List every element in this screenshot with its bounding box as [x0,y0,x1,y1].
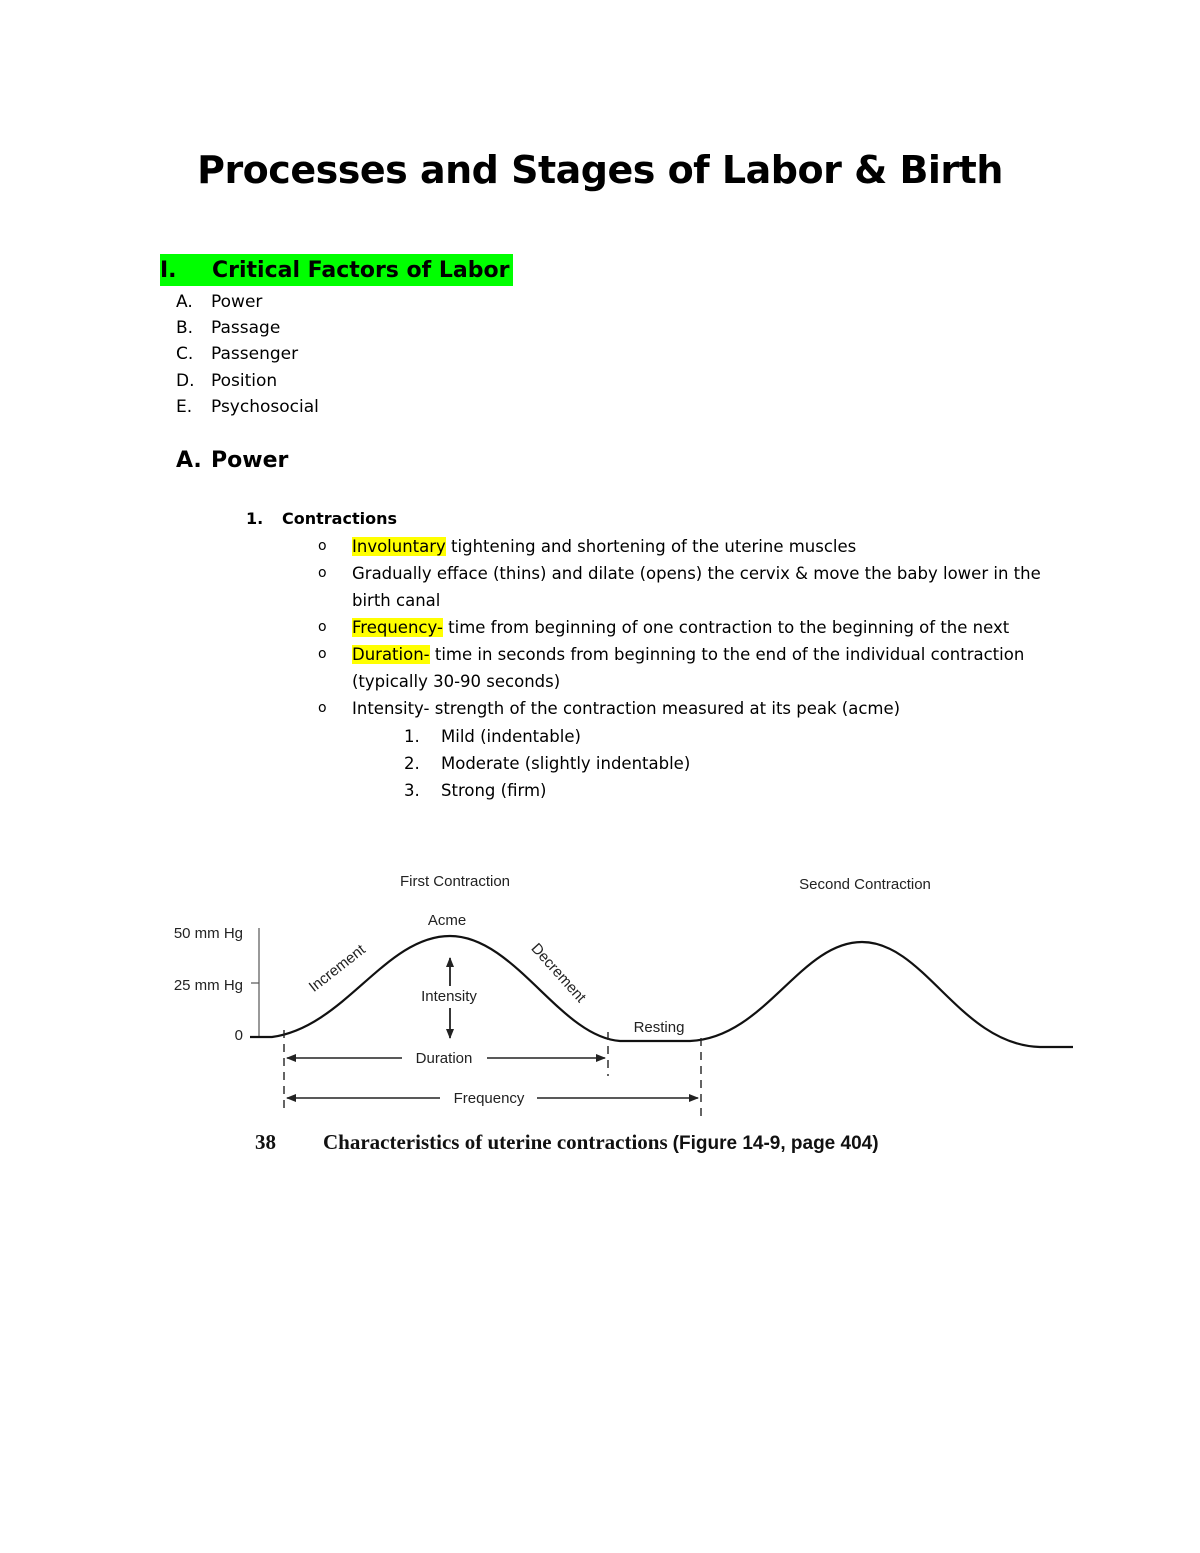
list-item-label: Position [211,370,278,391]
level-label: Moderate (slightly indentable) [441,754,691,773]
decrement-label: Decrement [527,940,590,1006]
section-numeral: I. [160,257,177,283]
page-title: Processes and Stages of Labor & Birth [197,148,1003,192]
list-item [404,777,690,804]
power-heading-text: Power [211,448,289,473]
list-item-label: Psychosocial [211,396,319,417]
figure-caption-number: 38 [255,1130,276,1154]
first-contraction-label: First Contraction [399,873,511,890]
list-item [404,750,690,777]
bullet-glyph: o [318,565,327,581]
level-label: Strong (firm) [441,781,547,800]
bullet-text: time from beginning of one contraction to the beginning of the next [442,618,1010,637]
intensity-label: Intensity [421,988,477,1005]
list-item [404,723,690,750]
list-item [176,394,319,420]
bullet-item [318,560,1058,614]
bullet-glyph: o [318,538,327,554]
bullet-item [318,533,1058,560]
list-item [176,315,319,341]
list-item-letter: A. [176,292,193,313]
level-number: 2. [404,754,420,773]
increment-label: Increment [305,941,369,996]
second-contraction-label: Second Contraction [799,876,931,893]
contractions-bullet-list [318,533,1058,722]
frequency-label: Frequency [453,1090,525,1107]
bullet-text: tightening and shortening of the uterine muscles [445,537,857,556]
contractions-heading [246,509,397,528]
highlighted-term: Involuntary [352,537,446,556]
y-tick-label: 25 mm Hg [173,977,243,994]
level-number: 3. [404,781,420,800]
resting-label: Resting [633,1019,685,1036]
bullet-glyph: o [318,619,327,635]
list-item-label: Passage [211,318,281,339]
bullet-text: Intensity- strength of the contraction measured at its peak (acme) [352,699,901,718]
section-heading-text: Critical Factors of Labor [212,257,510,283]
bullet-glyph: o [318,700,327,716]
bullet-item [318,614,1058,641]
contractions-number: 1. [246,509,264,528]
highlighted-term: Duration- [352,645,430,664]
section-heading-critical-factors [160,254,513,286]
contractions-label: Contractions [282,509,397,528]
intensity-levels-list [404,723,690,804]
list-item-label: Passenger [211,344,299,365]
highlighted-term: Frequency- [352,618,443,637]
list-item-letter: E. [176,396,193,417]
figure-caption-text: Characteristics of uterine contractions [323,1130,668,1154]
acme-label: Acme [427,912,467,929]
list-item-letter: C. [176,344,194,365]
bullet-item [318,695,1058,722]
y-tick-label: 50 mm Hg [173,925,243,942]
bullet-text: Gradually efface (thins) and dilate (opens) the cervix & move the baby lower in the birth canal [352,564,1041,610]
duration-label: Duration [415,1050,473,1067]
figure-caption-ref: (Figure 14-9, page 404) [672,1133,879,1154]
bullet-text: time in seconds from beginning to the end of the individual contraction (typically 30-90 seconds) [352,645,1025,691]
list-item-label: Power [211,292,263,313]
level-number: 1. [404,727,420,746]
list-item-letter: D. [176,370,195,391]
bullet-item [318,641,1058,695]
contraction-diagram [150,860,1090,1170]
y-tick-label: 0 [234,1027,243,1044]
list-item-letter: B. [176,318,194,339]
list-item [176,341,319,367]
power-heading [176,448,288,473]
level-label: Mild (indentable) [441,727,581,746]
bullet-glyph: o [318,646,327,662]
power-heading-letter: A. [176,448,202,473]
figure-caption [323,1130,879,1154]
list-item [176,368,319,394]
list-item [176,289,319,315]
contraction-figure [150,860,1090,1170]
factors-list [176,289,319,420]
